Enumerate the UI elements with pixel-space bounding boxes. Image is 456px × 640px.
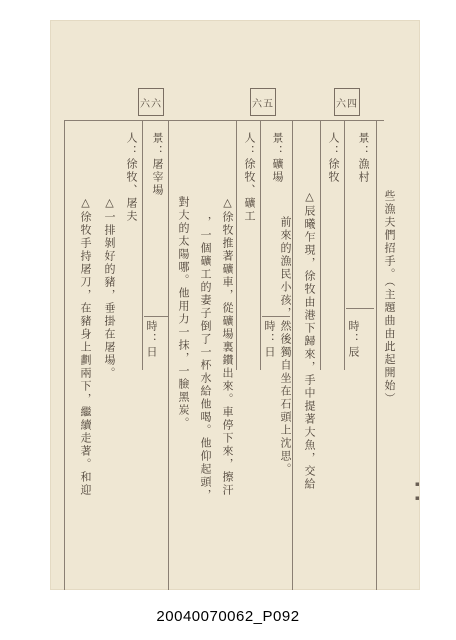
column-rule (64, 120, 65, 590)
scene-person: 人：徐牧 (327, 132, 340, 184)
time-rule (346, 308, 374, 309)
scene-text-line: △辰曦乍現，徐牧由港下歸來，手中提著大魚，交給 (303, 190, 316, 491)
scene-place: 景：漁村 (357, 132, 370, 184)
edge-mark: ▪ (415, 494, 420, 502)
column-rule (260, 120, 261, 370)
scene-text-line: 對大的太陽哪。他用力一抹，一臉黑炭。 (177, 196, 190, 430)
scene-text-line: 前來的漁民小孩，然後獨自坐在石頭上沈思。 (279, 216, 292, 476)
scene-time: 時：辰 (347, 320, 360, 359)
scene-number-65: 六五 (250, 88, 276, 116)
column-rule (376, 120, 377, 590)
scene-person: 人：徐牧、礦工 (243, 132, 256, 223)
column-rule (168, 120, 169, 590)
column-rule (292, 120, 293, 590)
scene-place: 景：礦場 (271, 132, 284, 184)
scene-text-line: △徐牧推著礦車，從礦場裏鑽出來。車停下來，擦汗 (221, 196, 234, 497)
edge-mark: ▪ (415, 480, 420, 488)
column-rule (320, 120, 321, 370)
scene-text-line: 些漁夫們招手。（主題曲由此起開始） (383, 190, 396, 406)
scene-text-line: △徐牧手持屠刀，在豬身上劃兩下，繼續走著。和迎 (79, 196, 92, 497)
scene-number-66: 六六 (138, 88, 164, 116)
image-caption: 20040070062_P092 (156, 608, 300, 625)
scene-time: 時：日 (263, 320, 276, 359)
scene-text-line: △一排剝好的豬，垂掛在屠場。 (103, 196, 116, 380)
top-rule (64, 120, 384, 121)
scene-text-line: ，一個礦工的妻子倒了一杯水給他喝。他仰起頭， (199, 216, 212, 502)
document-page (50, 20, 420, 590)
time-rule (144, 316, 168, 317)
scene-person: 人：徐牧、屠夫 (125, 132, 138, 223)
scene-time: 時：日 (145, 320, 158, 359)
column-rule (344, 120, 345, 370)
scene-place: 景：屠宰場 (151, 132, 164, 197)
column-rule (236, 120, 237, 370)
scene-number-64: 六四 (334, 88, 360, 116)
column-rule (142, 120, 143, 370)
